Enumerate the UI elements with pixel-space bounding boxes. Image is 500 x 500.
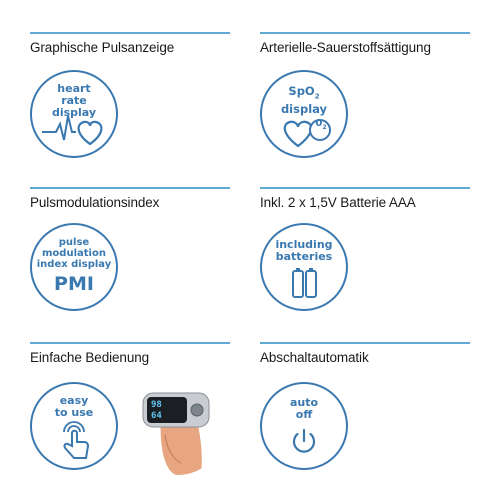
icon-text: SpO [288, 84, 315, 98]
device-pulse-readout: 64 [151, 411, 162, 421]
divider [30, 32, 230, 34]
heart-o2-graphic [262, 72, 346, 156]
icon-text: to use [54, 406, 94, 419]
power-symbol [262, 384, 346, 468]
feature-title: Graphische Pulsanzeige [30, 40, 175, 55]
batteries-icon [260, 223, 348, 311]
divider [260, 342, 470, 344]
o2-badge-sub: 2 [322, 124, 327, 131]
finger-touch-icon [30, 382, 118, 470]
feature-title: Einfache Bedienung [30, 350, 150, 365]
feature-title: Pulsmodulationsindex [30, 195, 160, 210]
feature-batteries [260, 187, 470, 317]
feature-heart-rate [30, 32, 230, 162]
divider [30, 187, 230, 189]
icon-text: display [51, 106, 97, 119]
divider [30, 342, 230, 344]
icon-text: modulation [42, 248, 106, 259]
oximeter-graphic [131, 377, 225, 475]
power-icon [260, 382, 348, 470]
icon-text: easy [59, 394, 89, 407]
divider [260, 32, 470, 34]
pulse-oximeter-photo [131, 377, 225, 475]
hand-tap-graphic [32, 384, 116, 468]
battery-graphic [262, 225, 346, 309]
device-spo2-readout: 98 [151, 400, 162, 410]
ecg-heart-graphic [32, 72, 116, 156]
feature-pmi [30, 187, 230, 317]
icon-text: index display [36, 259, 112, 270]
oxygen-heart-icon [260, 70, 348, 158]
feature-spo2 [260, 32, 470, 162]
pmi-icon [30, 223, 118, 311]
icon-text: rate [61, 94, 87, 107]
icon-text-big: PMI [54, 273, 94, 295]
feature-title: Inkl. 2 x 1,5V Batterie AAA [260, 195, 416, 210]
heart-rate-icon [30, 70, 118, 158]
icon-text: including [275, 238, 333, 251]
icon-text: display [280, 102, 328, 117]
icon-text: heart [57, 82, 91, 95]
icon-text: off [295, 408, 313, 421]
feature-auto-off [260, 342, 470, 482]
icon-text: batteries [275, 250, 333, 263]
o2-badge-text: 0 [315, 118, 323, 129]
feature-easy-to-use [30, 342, 230, 482]
icon-text: pulse [58, 237, 90, 248]
icon-text-sub: 2 [314, 92, 320, 101]
divider [260, 187, 470, 189]
feature-title: Abschaltautomatik [260, 350, 369, 365]
icon-text: auto [289, 396, 319, 409]
feature-title: Arterielle-Sauerstoffsättigung [260, 40, 431, 55]
